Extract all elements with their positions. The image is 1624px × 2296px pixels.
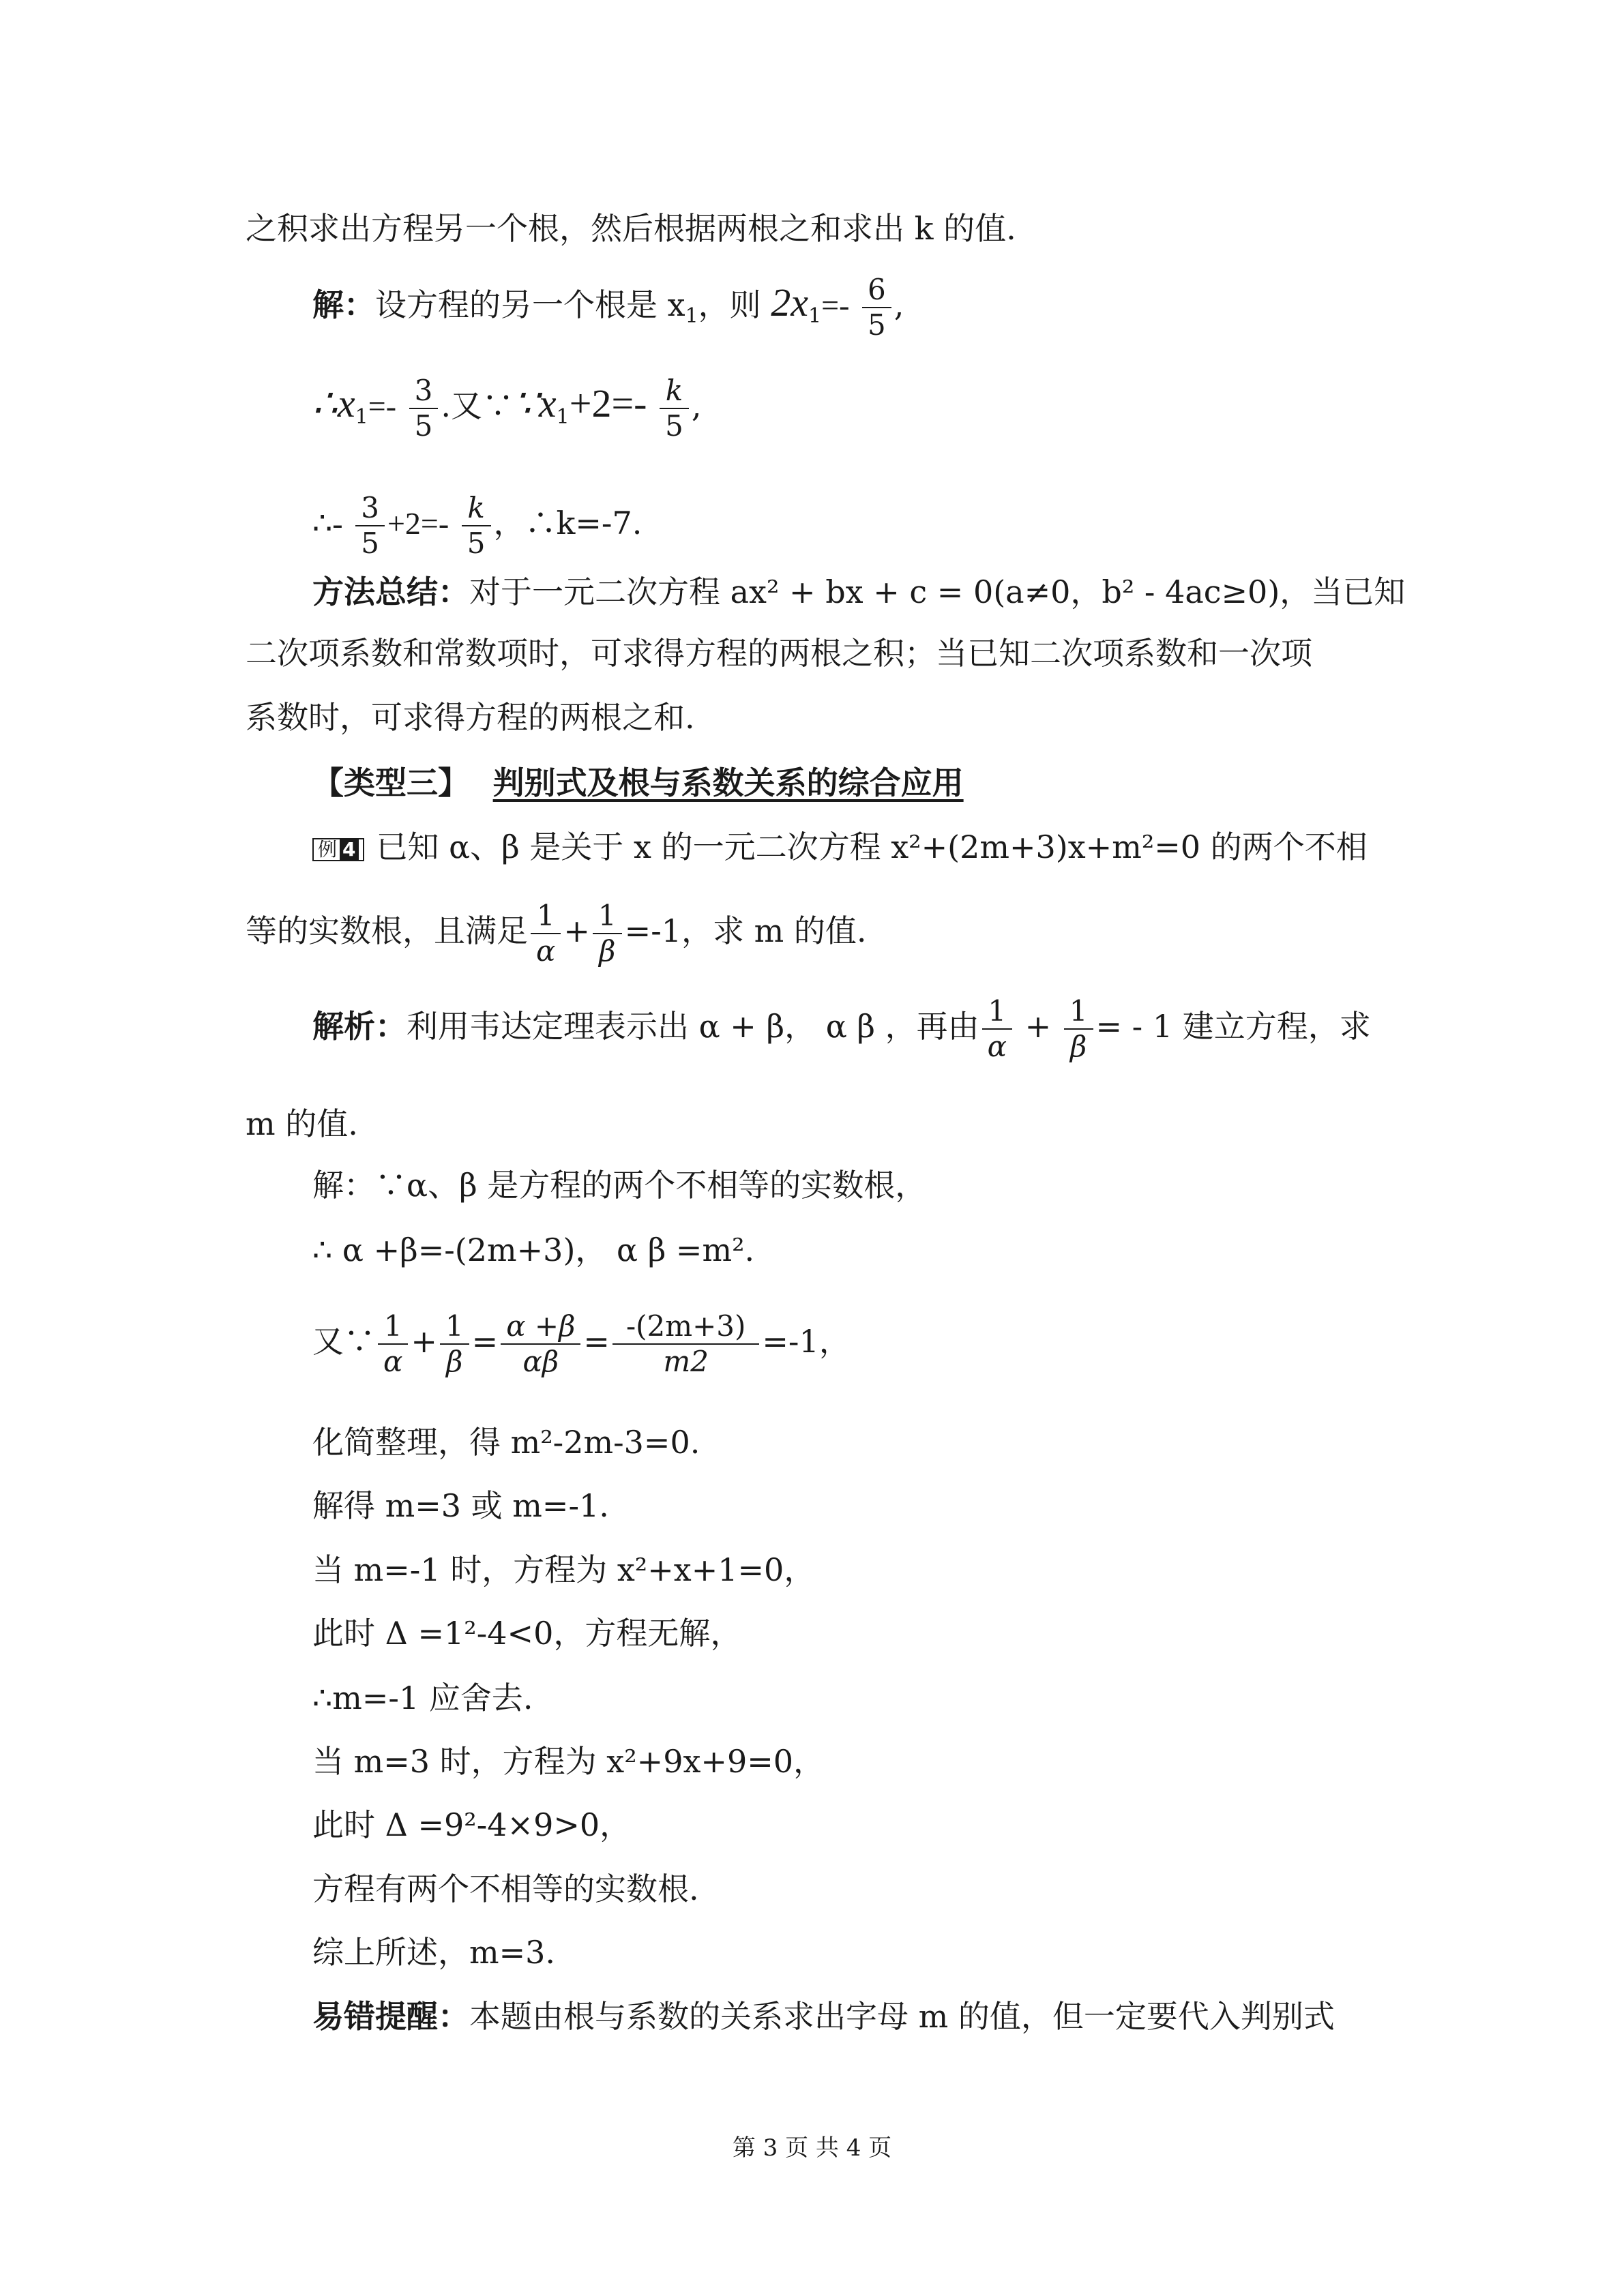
step-text: 化简整理，得 m²-2m-3=0. bbox=[312, 1424, 700, 1461]
numerator: 1 bbox=[982, 994, 1012, 1030]
numerator: 3 bbox=[409, 374, 439, 409]
numerator: α +β bbox=[501, 1309, 580, 1345]
denominator: m2 bbox=[663, 1345, 709, 1378]
warning-label: 易错提醒： bbox=[312, 1998, 469, 2035]
step-text: ∴m=-1 应舍去. bbox=[312, 1680, 533, 1716]
fraction-1-alpha-c bbox=[378, 1309, 408, 1379]
fraction-1-alpha bbox=[531, 899, 561, 968]
numerator: 1 bbox=[440, 1309, 469, 1345]
analysis-2 bbox=[246, 1103, 358, 1144]
type-heading bbox=[312, 762, 964, 803]
fraction-1-beta-b bbox=[1064, 994, 1093, 1064]
step-text: 综上所述，m=3. bbox=[312, 1934, 556, 1971]
example-4-line2 bbox=[246, 899, 867, 968]
page-footer: 第 3 页 共 4 页 bbox=[732, 2134, 892, 2162]
solution-intro bbox=[312, 273, 904, 342]
fraction-sum-prod bbox=[501, 1309, 580, 1379]
solution-label: 解： bbox=[312, 286, 375, 323]
step-8 bbox=[312, 1678, 533, 1718]
fraction-k-5b bbox=[462, 491, 491, 561]
fraction-k-5 bbox=[660, 374, 689, 443]
method-text: 对于一元二次方程 ax² + bx + c = 0(a≠0，b² - 4ac≥0)，当已知 bbox=[469, 573, 1406, 610]
comma: , bbox=[894, 286, 904, 323]
denominator: β bbox=[599, 934, 616, 968]
math-plus2b: +2=- bbox=[387, 506, 449, 541]
method-label: 方法总结： bbox=[312, 573, 469, 610]
fraction-1-beta bbox=[593, 899, 622, 968]
subscript: 1 bbox=[556, 405, 570, 430]
numerator: 6 bbox=[862, 273, 891, 308]
analysis-text: 利用韦达定理表示出 α + β， α β ，再由 bbox=[407, 1008, 979, 1045]
analysis-tail: = - 1 建立方程，求 bbox=[1095, 1008, 1371, 1045]
math-x1: ∴x bbox=[312, 381, 355, 426]
denominator: β bbox=[446, 1345, 463, 1378]
step-k bbox=[312, 491, 642, 561]
then-text: ，则 bbox=[698, 286, 761, 323]
k-result: ∴k=-7. bbox=[525, 505, 643, 541]
numerator: 1 bbox=[1064, 994, 1093, 1030]
again-since: 又∵ bbox=[451, 387, 514, 424]
step-2 bbox=[312, 1229, 754, 1270]
math-eq: =- bbox=[821, 288, 850, 323]
numerator: 1 bbox=[378, 1309, 408, 1345]
equals: = bbox=[583, 1323, 610, 1360]
step-x1 bbox=[312, 374, 701, 443]
numerator: -(2m+3) bbox=[612, 1309, 759, 1345]
fraction-3-5 bbox=[409, 374, 439, 443]
example-number: 4 bbox=[340, 838, 358, 861]
denominator: α bbox=[536, 934, 556, 968]
comma: , bbox=[691, 387, 702, 424]
step-text: 当 m=3 时，方程为 x²+9x+9=0， bbox=[312, 1743, 825, 1780]
plus: + bbox=[563, 912, 590, 949]
denominator: 5 bbox=[868, 308, 886, 342]
numerator: 1 bbox=[593, 899, 622, 934]
step-text: 解得 m=3 或 m=-1. bbox=[312, 1487, 609, 1524]
denominator: 5 bbox=[414, 409, 433, 443]
denominator: α bbox=[987, 1030, 1007, 1063]
method-text-2: 二次项系数和常数项时，可求得方程的两根之积；当已知二次项系数和一次项 bbox=[246, 635, 1312, 672]
step-6 bbox=[312, 1549, 815, 1590]
step-10 bbox=[312, 1804, 631, 1845]
method-summary-2 bbox=[246, 633, 1312, 674]
step-text: 当 m=-1 时，方程为 x²+x+1=0， bbox=[312, 1551, 816, 1588]
step-4 bbox=[312, 1422, 700, 1463]
example-label: 例 bbox=[318, 838, 338, 861]
example-4 bbox=[312, 826, 1368, 867]
numerator: k bbox=[660, 374, 689, 409]
math-plus2: +2=- bbox=[569, 381, 647, 426]
fraction-1-alpha-b bbox=[982, 994, 1012, 1064]
math-2x: 2x bbox=[771, 280, 809, 325]
example-badge bbox=[312, 838, 364, 861]
step-7 bbox=[312, 1613, 741, 1654]
step-text: 此时 Δ =1²-4<0，方程无解， bbox=[312, 1615, 742, 1652]
step-1 bbox=[312, 1165, 926, 1206]
denominator: β bbox=[1069, 1030, 1087, 1063]
numerator: k bbox=[462, 491, 491, 526]
math-x1b: ∵x bbox=[514, 381, 557, 426]
step-12 bbox=[312, 1932, 555, 1973]
solution-text: 设方程的另一个根是 x bbox=[375, 286, 685, 323]
subscript: 1 bbox=[685, 304, 698, 329]
text-line-1 bbox=[246, 208, 1016, 249]
plus: + bbox=[411, 1323, 437, 1360]
equals-minus-1: =-1， bbox=[762, 1323, 851, 1360]
type-title: 判别式及根与系数关系的综合应用 bbox=[492, 764, 964, 801]
denominator: 5 bbox=[467, 526, 486, 560]
numerator: 1 bbox=[531, 899, 561, 934]
warning-text: 本题由根与系数的关系求出字母 m 的值，但一定要代入判别式 bbox=[469, 1998, 1335, 2035]
step-text: 此时 Δ =9²-4×9>0， bbox=[312, 1806, 632, 1843]
fraction-1-beta-c bbox=[440, 1309, 469, 1379]
step-text: 解：∵α、β 是方程的两个不相等的实数根， bbox=[312, 1167, 927, 1204]
step-text: ∴ α +β=-(2m+3)， α β =m². bbox=[312, 1232, 755, 1268]
denominator: 5 bbox=[665, 409, 683, 443]
line-text: 之积求出方程另一个根，然后根据两根之和求出 k 的值. bbox=[246, 210, 1016, 247]
fraction-6-5 bbox=[862, 273, 891, 342]
method-summary-3 bbox=[246, 697, 695, 738]
plus: + bbox=[1014, 1008, 1061, 1045]
math-therefore: ∴- bbox=[312, 506, 343, 541]
comma: ， bbox=[493, 505, 525, 541]
example-text: 已知 α、β 是关于 x 的一元二次方程 x²+(2m+3)x+m²=0 的两个不相 bbox=[376, 829, 1368, 865]
fraction-neg-2m3 bbox=[612, 1309, 759, 1379]
fraction-3-5b bbox=[355, 491, 385, 561]
example-text-2: 等的实数根，且满足 bbox=[246, 912, 528, 949]
again-since: 又∵ bbox=[312, 1323, 375, 1360]
denominator: αβ bbox=[522, 1345, 559, 1378]
subscript: 1 bbox=[808, 304, 822, 329]
analysis-label: 解析： bbox=[312, 1008, 407, 1045]
analysis bbox=[312, 994, 1371, 1064]
step-11 bbox=[312, 1868, 699, 1909]
step-9 bbox=[312, 1741, 825, 1782]
method-text-3: 系数时，可求得方程的两根之和. bbox=[246, 699, 695, 736]
subscript: 1 bbox=[355, 405, 368, 430]
step-5 bbox=[312, 1485, 609, 1526]
equals: = bbox=[471, 1323, 499, 1360]
denominator: 5 bbox=[361, 526, 379, 560]
example-text-2b: =-1，求 m 的值. bbox=[624, 912, 867, 949]
type-label: 【类型三】 bbox=[312, 764, 469, 801]
warning bbox=[312, 1996, 1335, 2037]
denominator: α bbox=[383, 1345, 403, 1378]
dot: . bbox=[441, 387, 451, 424]
numerator: 3 bbox=[355, 491, 385, 526]
step-text: 方程有两个不相等的实数根. bbox=[312, 1870, 699, 1907]
analysis-text-2: m 的值. bbox=[246, 1105, 358, 1142]
math-eq: =- bbox=[368, 389, 397, 423]
method-summary-1 bbox=[312, 571, 1405, 612]
step-3 bbox=[312, 1309, 851, 1379]
